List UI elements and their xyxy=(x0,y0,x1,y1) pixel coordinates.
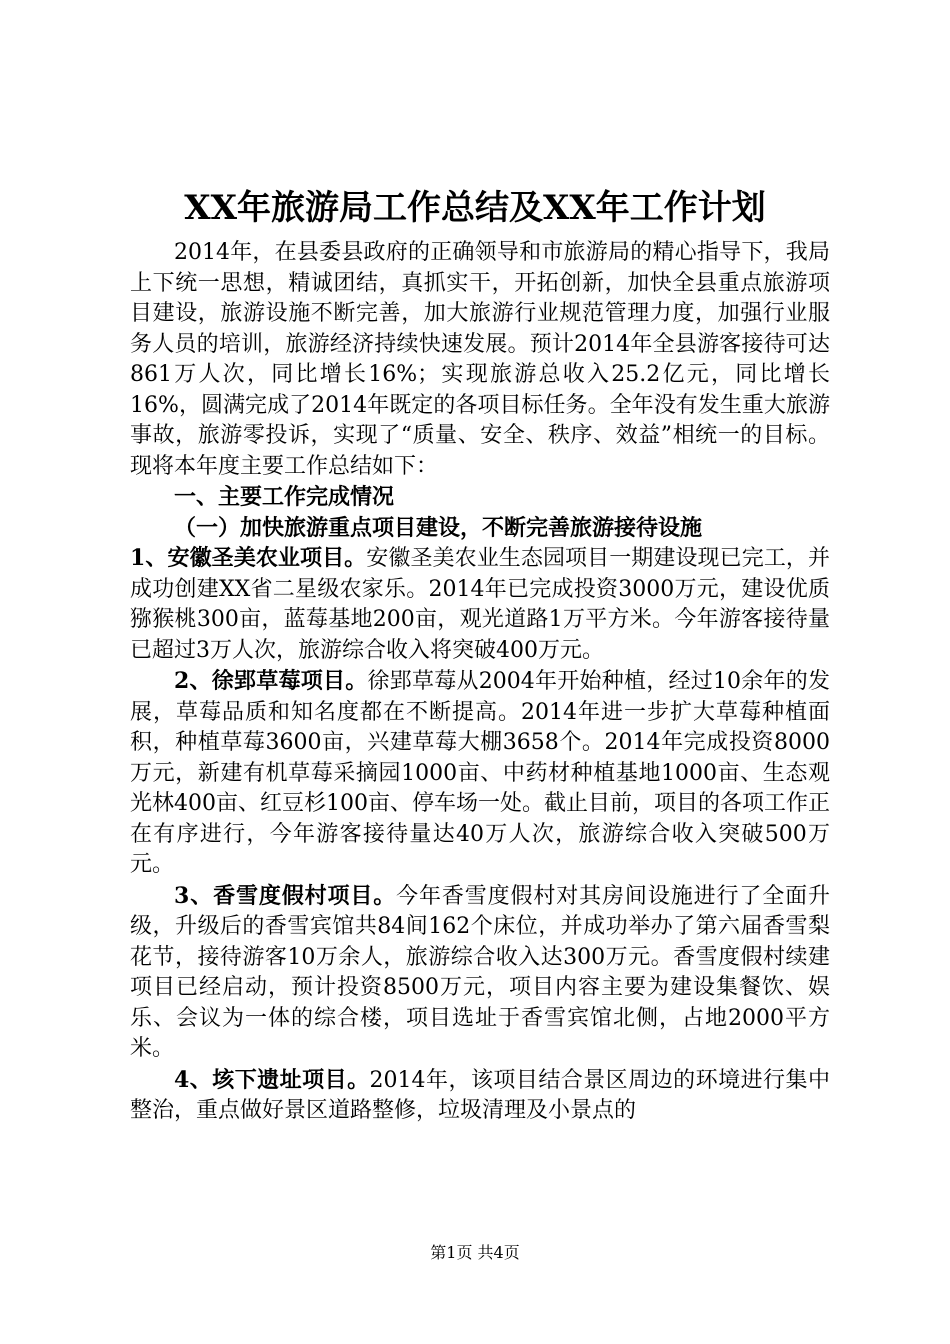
item-text-1: 安徽圣美农业生态园项目一期建设现已完工，并成功创建XX省二星级农家乐。2014年已完成投资3000万元，建设优质猕猴桃300亩，蓝莓基地200亩，观光道路1万平方米。今年游客接待量已超过3万人次，旅游综合收入将突破400万元。 xyxy=(130,546,830,663)
item-paragraph-4 xyxy=(130,1065,830,1127)
item-text-4: 2014年，该项目结合景区周边的环境进行集中整治，重点做好景区道路整修，垃圾清理及小景点的 xyxy=(130,1067,830,1123)
item-lead-4: 4、垓下遗址项目。 xyxy=(174,1066,370,1093)
item-lead-2: 2、徐郢草莓项目。 xyxy=(174,668,368,694)
subsection-heading-key-projects: （一）加快旅游重点项目建设，不断完善旅游接待设施 xyxy=(174,514,703,541)
item-text-3: 今年香雪度假村对其房间设施进行了全面升级，升级后的香雪宾馆共84间162个床位，并成功举办了第六届香雪梨花节，接待游客10万余人，旅游综合收入达300万元。香雪度假村续建项目已经启动，预计投资8500万元，项目内容主要为建设集餐饮、娱乐、会议为一体的综合楼，项目选址于香雪宾馆北侧，占地2000平方米。 xyxy=(130,883,830,1061)
item-paragraph-1 xyxy=(130,543,830,666)
item-paragraph-2 xyxy=(130,666,830,881)
document-body xyxy=(130,238,830,1127)
item-paragraph-3 xyxy=(130,881,830,1065)
section-heading-main-work: 一、主要工作完成情况 xyxy=(174,484,395,510)
item-lead-3: 3、香雪度假村项目。 xyxy=(174,882,397,909)
item-text-2: 徐郢草莓从2004年开始种植，经过10余年的发展，草莓品质和知名度都在不断提高。2014年进一步扩大草莓种植面积，种植草莓3600亩，兴建草莓大棚3658个。2014年完成投资8000万元，新建有机草莓采摘园1000亩、中药材种植基地1000亩、生态观光林400亩、红豆杉100亩、停车场一处。截止目前，项目的各项工作正在有序进行，今年游客接待量达40万人次，旅游综合收入突破500万元。 xyxy=(130,669,830,877)
page-footer: 第1页 共4页 xyxy=(430,1243,520,1262)
intro-paragraph: 2014年，在县委县政府的正确领导和市旅游局的精心指导下，我局上下统一思想，精诚团结，真抓实干，开拓创新，加快全县重点旅游项目建设，旅游设施不断完善，加大旅游行业规范管理力度，加强行业服务人员的培训，旅游经济持续快速发展。预计2014年全县游客接待可达861万人次，同比增长16%；实现旅游总收入25.2亿元，同比增长16%，圆满完成了2014年既定的各项目标任务。全年没有发生重大旅游事故，旅游零投诉，实现了“质量、安全、秩序、效益”相统一的目标。现将本年度主要工作总结如下： xyxy=(130,240,830,479)
item-lead-1: 1、安徽圣美农业项目。 xyxy=(130,545,367,571)
document-title: XX年旅游局工作总结及XX年工作计划 xyxy=(184,188,766,228)
